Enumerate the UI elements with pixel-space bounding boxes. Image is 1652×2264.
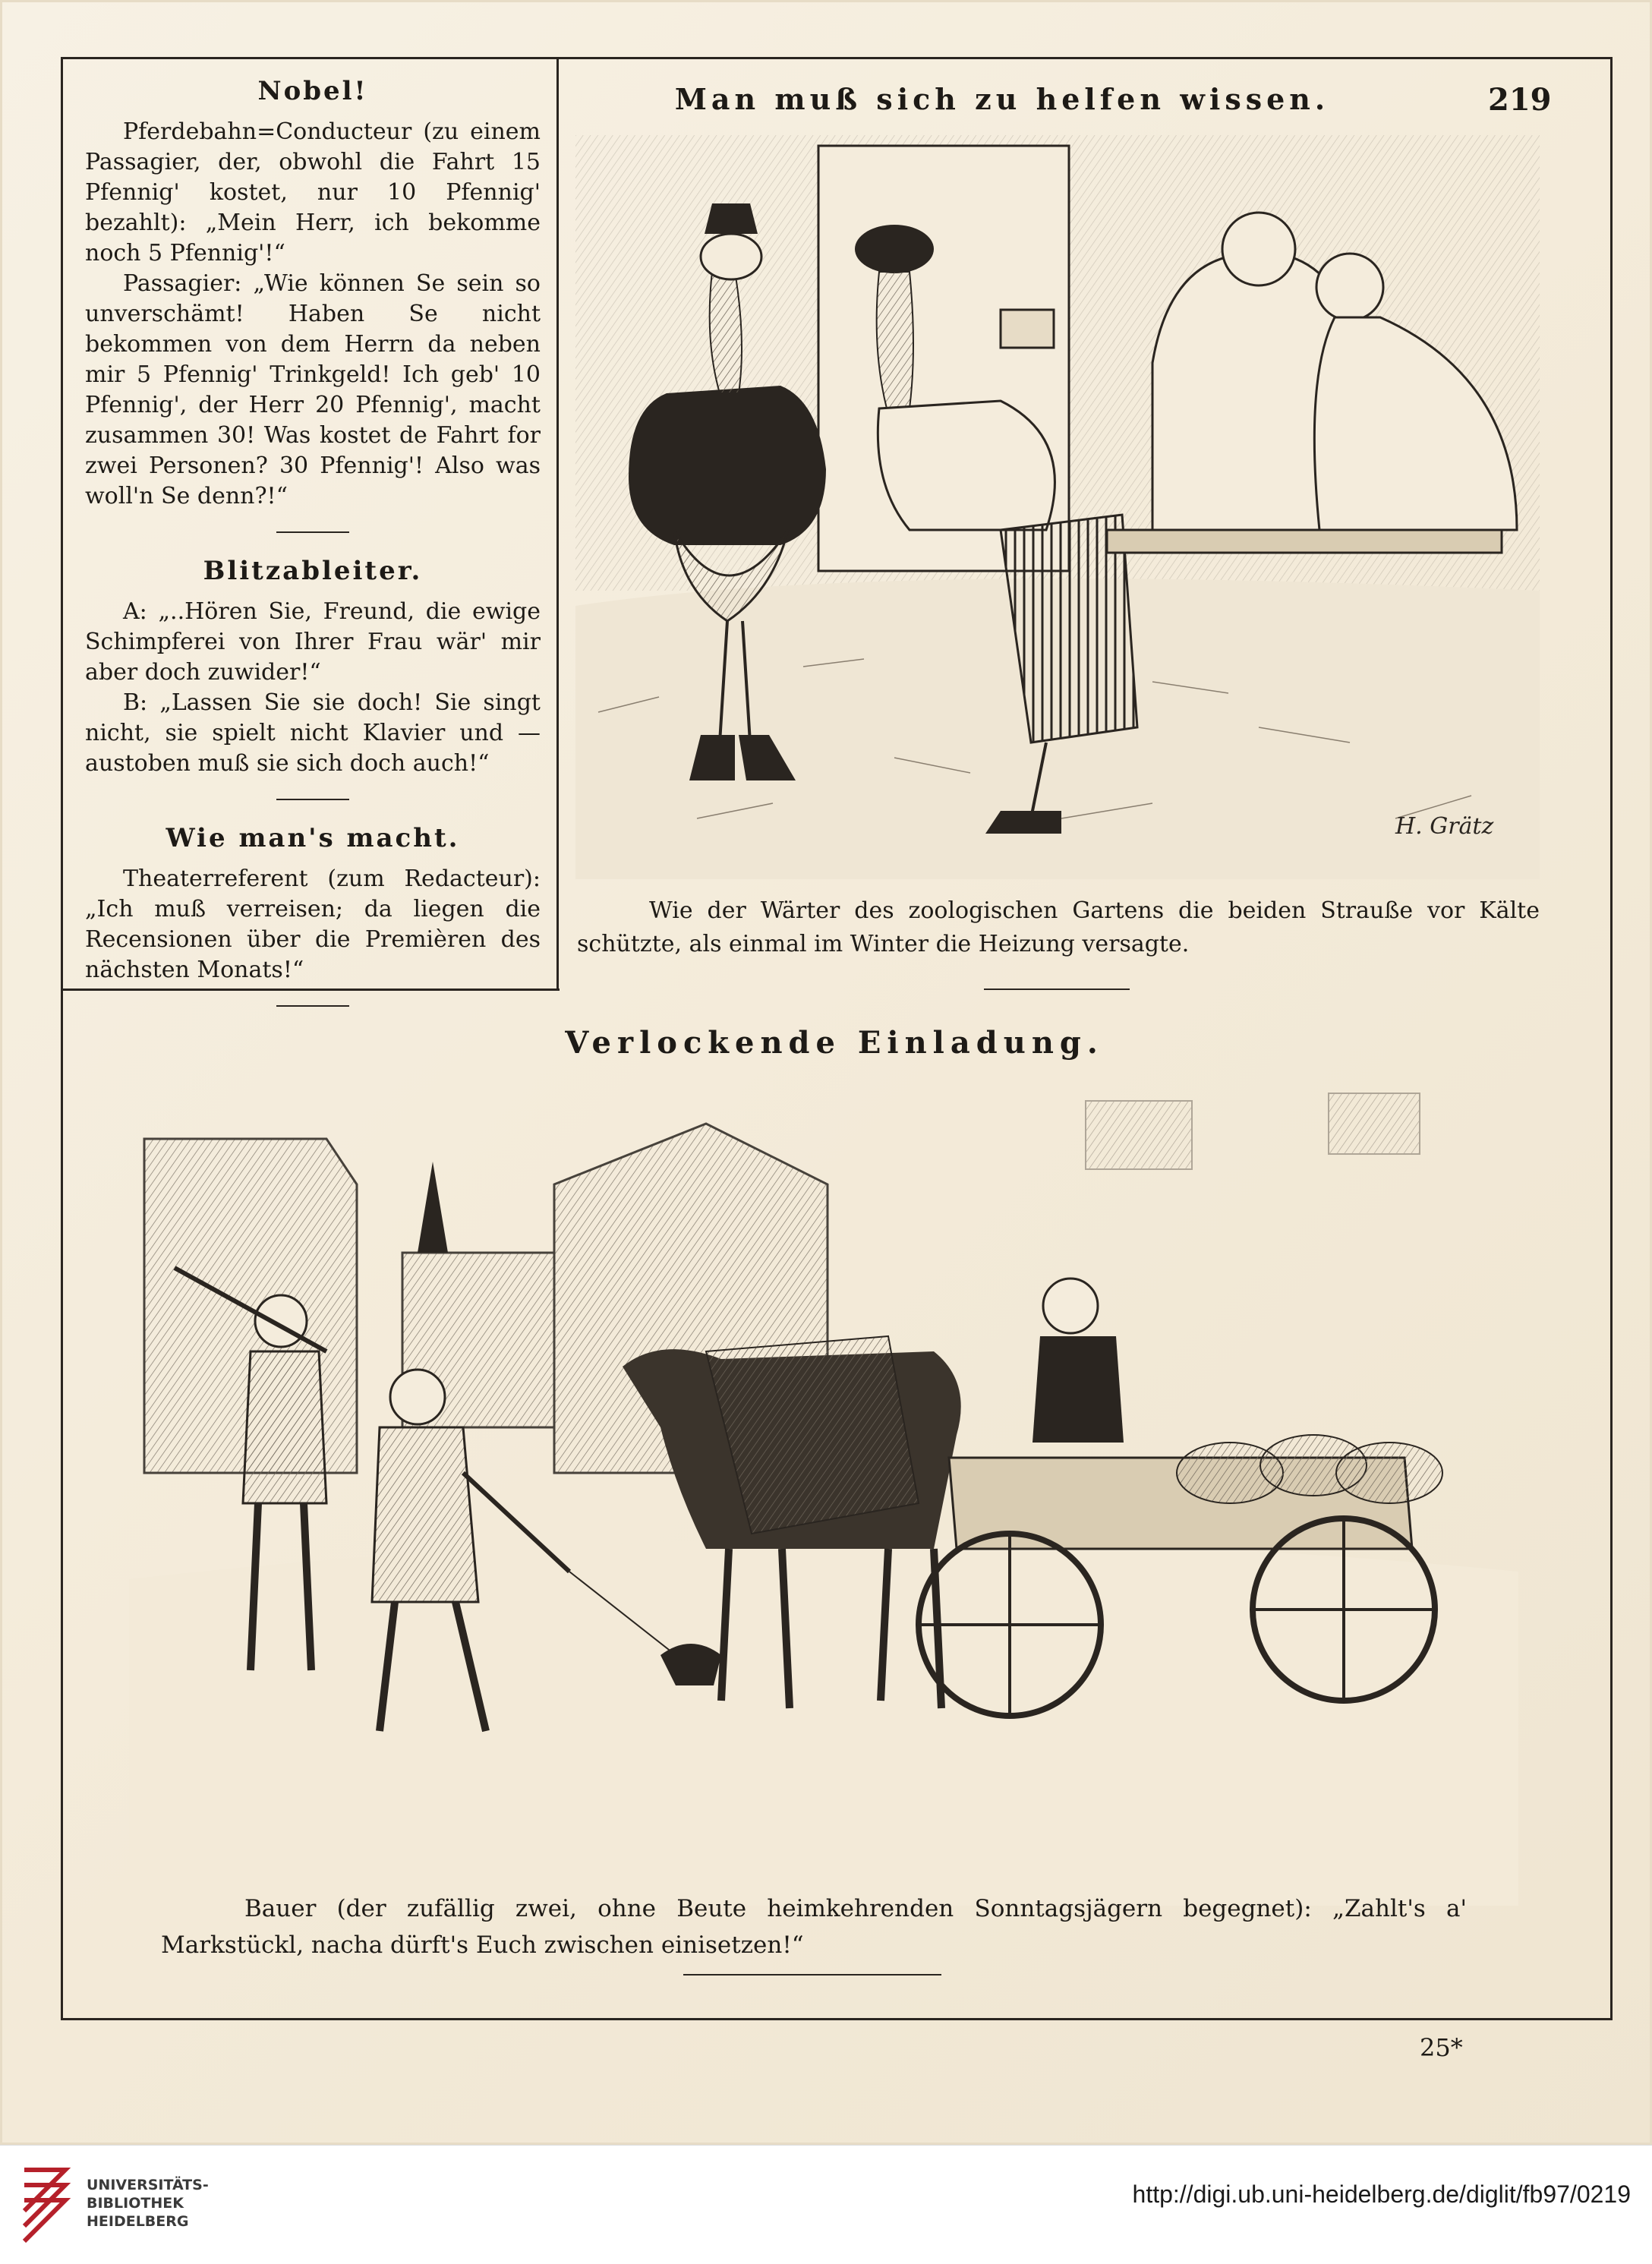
separator-rule — [276, 1005, 349, 1007]
logo-line: HEIDELBERG — [87, 2213, 189, 2230]
ostrich-illustration — [575, 135, 1540, 879]
article-heading: Blitzableiter. — [203, 556, 423, 586]
page-number: 219 — [1488, 82, 1552, 118]
article-heading: Wie man's macht. — [166, 823, 460, 853]
column-divider — [556, 57, 559, 991]
separator-rule — [276, 799, 349, 800]
separator-rule — [276, 531, 349, 533]
article-paragraph: Passagier: „Wie können Se sein so unverschämt! Haben Se nicht bekommen von dem Herrn da neben mir 5 Pfennig' Trinkgeld! Ich geb' 10 Pfennig', der Herr 20 Pfennig', macht zusammen 30! Was kostet de Fahrt for zwei Personen? 30 Pfennig'! Also was woll'n Se denn?!“ — [85, 270, 541, 509]
library-logo-text — [87, 2176, 209, 2231]
article-heading: Nobel! — [257, 76, 368, 106]
top-cartoon-title: Man muß sich zu helfen wissen. — [674, 82, 1330, 116]
article-paragraph: A: „..Hören Sie, Freund, die ewige Schimpferei von Ihrer Frau wär' mir aber doch zuwider!“ — [85, 598, 541, 686]
logo-line: BIBLIOTHEK — [87, 2195, 184, 2212]
article-wie-mans-macht — [85, 823, 541, 985]
logo-line: UNIVERSITÄTS- — [87, 2177, 209, 2193]
top-cartoon-caption: Wie der Wärter des zoologischen Gartens die beiden Strauße vor Kälte schützte, als einmal im Winter die Heizung versagte. — [577, 897, 1540, 957]
separator-rule — [683, 1974, 941, 1975]
left-column — [85, 76, 541, 1030]
source-url-link[interactable]: http://digi.ub.uni-heidelberg.de/diglit/fb97/0219 — [1132, 2180, 1631, 2208]
bottom-cartoon-caption: Bauer (der zufällig zwei, ohne Beute heimkehrenden Sonntagsjägern begegnet): „Zahlt's a' Markstückl, nacha dürft's Euch zwischen einisetzen!“ — [161, 1895, 1467, 1959]
separator-rule — [984, 989, 1130, 990]
article-paragraph: B: „Lassen Sie sie doch! Sie singt nicht, sie spielt nicht Klavier und — austoben muß sie sich doch auch!“ — [85, 689, 541, 777]
bottom-cartoon-title: Verlockende Einladung. — [565, 1025, 1104, 1061]
article-nobel — [85, 76, 541, 512]
article-paragraph: Pferdebahn=Conducteur (zu einem Passagier, der, obwohl die Fahrt 15 Pfennig' kostet, nur 10 Pfennig' bezahlt): „Mein Herr, ich bekomme noch 5 Pfennig'!“ — [85, 118, 541, 266]
artist-signature: H. Grätz — [1395, 813, 1494, 840]
page-folio: 25* — [1420, 2033, 1463, 2062]
hunters-cart-illustration — [129, 1078, 1518, 1906]
footer-bar — [0, 2145, 1652, 2264]
article-paragraph: Theaterreferent (zum Redacteur): „Ich muß verreisen; da liegen die Recensionen über die Premièren des nächsten Monats!“ — [85, 866, 541, 983]
article-blitzableiter — [85, 556, 541, 779]
library-logo-icon — [18, 2162, 71, 2246]
